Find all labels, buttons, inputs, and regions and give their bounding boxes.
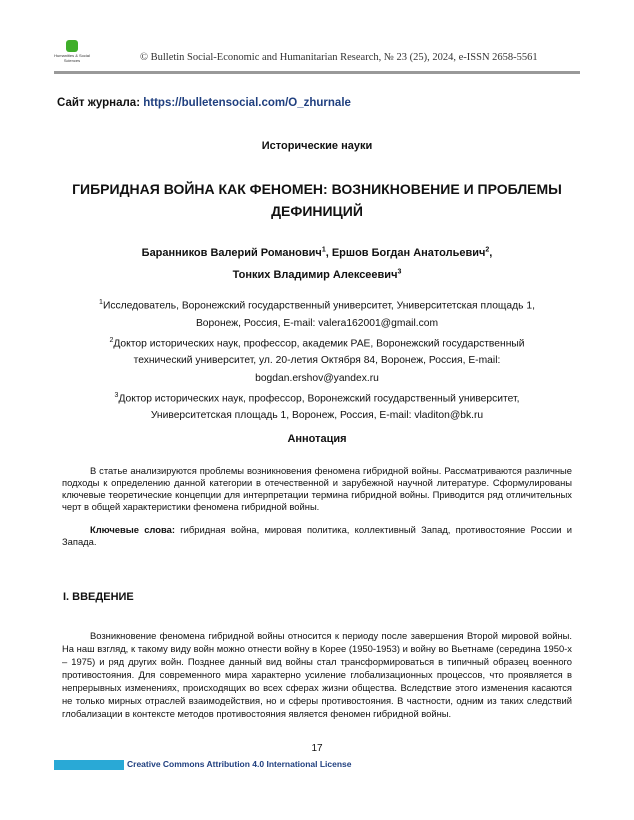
page-number: 17 bbox=[311, 743, 323, 754]
logo-text: Humanities & Social Sciences bbox=[54, 53, 90, 63]
journal-logo bbox=[52, 40, 92, 63]
cc-license-badge bbox=[54, 760, 124, 770]
site-label: Сайт журнала: bbox=[57, 97, 141, 109]
keywords-label: Ключевые слова: bbox=[90, 524, 175, 535]
rubric: Исторические науки bbox=[261, 140, 373, 152]
intro-text: Возникновение феномена гибридной войны относится к периоду после завершения Второй мировой войны. На наш взгляд, к такому виду войн можно отнести войну в Корее (1950-1953) и войну во Вьетнаме (середина 1950-х – 1975) и ряд других войн. Позднее данный вид войны стал трансформироваться в типичный образец военного противостояния. Для современного мира характерно усиление глобализационных процессов, что проявляется в непрерывных изменениях, происходящих во всех сферах жизни общества. Вследствие этого изменения касаются не только мирных отраслей взаимодействия, но и сферы противостояния. В частности, одним из таких следствий глобализации в контексте методов противостояния является феномен гибридной войны. bbox=[62, 630, 572, 719]
affiliation: $^2$Доктор исторических наук, профессор, академик РАЕ, Воронежский государственный технический университет, ул. 20-летия Октября 84, Воронеж, Россия, E-mail: bogdan.ershov@yandex.ru bbox=[109, 336, 525, 384]
journal-site bbox=[57, 97, 351, 109]
keywords-text: гибридная война, мировая политика, коллективный Запад, противостояние России и Запада. bbox=[62, 524, 572, 548]
author: Ершов Богдан Анатольевич$^2$, bbox=[331, 246, 493, 259]
logo-icon bbox=[66, 40, 78, 52]
article-title: ГИБРИДНАЯ ВОЙНА КАК ФЕНОМЕН: ВОЗНИКНОВЕНИЕ И ПРОБЛЕМЫ ДЕФИНИЦИЙ bbox=[72, 181, 562, 219]
authors bbox=[50, 240, 584, 285]
author: Баранников Валерий Романович$^1$, bbox=[141, 246, 332, 259]
affiliation: $^3$Доктор исторических наук, профессор, Воронежский государственный университет, Университетская площадь 1, Воронеж, Россия, E-mail: vladiton@bk.ru bbox=[114, 391, 520, 422]
keywords bbox=[62, 524, 572, 548]
author: Тонких Владимир Алексеевич$^3$ bbox=[232, 268, 402, 282]
affiliations bbox=[50, 294, 584, 425]
abstract-text: В статье анализируются проблемы возникновения феномена гибридной войны. Рассматриваются различные подходы к определению данной категории в отечественной и зарубежной научной литературе. Сформулированы ключевые теоретические концепции для интерпретации термина гибридной войны. Приводится ряд отличительных черт в общей характеристики феномена гибридной войны. bbox=[62, 465, 572, 513]
header-divider bbox=[54, 71, 580, 74]
header-citation: © Bulletin Social-Economic and Humanitarian Research, № 23 (25), 2024, e-ISSN 2658-5561 bbox=[140, 52, 538, 63]
abstract-heading: Аннотация bbox=[287, 433, 347, 445]
intro bbox=[62, 629, 572, 720]
site-link[interactable]: https://bulletensocial.com/O_zhurnale bbox=[143, 97, 351, 109]
affiliation: $^1$Исследователь, Воронежский государственный университет, Университетская площадь 1, Воронеж, Россия, E-mail: valera162001@gmail.com bbox=[99, 299, 535, 329]
license-link[interactable]: Creative Commons Attribution 4.0 International License bbox=[127, 759, 352, 769]
abstract bbox=[62, 465, 572, 513]
intro-heading: I. ВВЕДЕНИЕ bbox=[63, 591, 134, 603]
